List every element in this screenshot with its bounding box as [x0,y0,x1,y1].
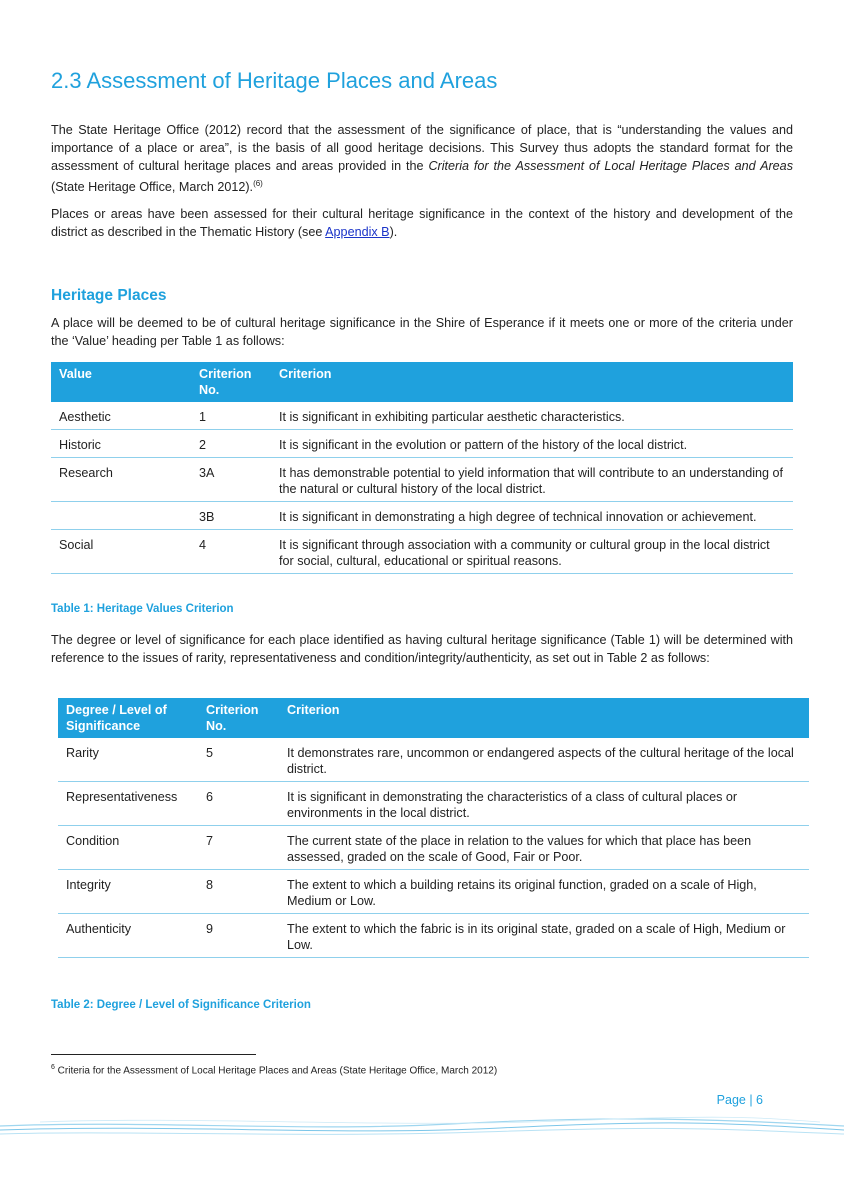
intro-text-2: Places or areas have been assessed for their cultural heritage significance in the context of the history and development of the district as described in the Thematic History (see [51,207,793,239]
significance-paragraph: The degree or level of significance for each place identified as having cultural heritage significance (Table 1) will be determined with reference to the issues of rarity, representativeness and condition/integrity/authenticity, as set out in Table 2 as follows: [51,633,793,665]
table-cell: It is significant in demonstrating a high degree of technical innovation or achievement. [271,502,793,530]
table-cell: Condition [58,826,198,870]
column-header: Criterion No. [198,698,279,738]
intro-text-end: (State Heritage Office, March 2012). [51,180,254,195]
decorative-wave-lines [0,1112,844,1142]
column-header: Value [51,362,191,402]
intro-text-2-end: ). [389,225,398,239]
table-cell: Representativeness [58,782,198,826]
table-cell: Authenticity [58,914,198,958]
table-cell: 6 [198,782,279,826]
table-cell: The current state of the place in relation to the values for which that place has been assessed, graded on the scale of Good, Fair or Poor. [279,826,809,870]
table-cell: 7 [198,826,279,870]
table-cell: 8 [198,870,279,914]
table2-caption: Table 2: Degree / Level of Significance Criterion [51,999,311,1011]
table-cell: The extent to which the fabric is in its original state, graded on a scale of High, Medium or Low. [279,914,809,958]
footnote-divider [51,1054,256,1055]
column-header: Degree / Level of Significance [58,698,198,738]
table-cell: It is significant through association with a community or cultural group in the local district for social, cultural, educational or spiritual reasons. [271,530,793,574]
footnote-marker: 6 [51,1064,55,1071]
table-header-row [51,362,793,402]
table-cell: It is significant in exhibiting particular aesthetic characteristics. [271,402,793,430]
table-cell: Rarity [58,738,198,782]
table-row [58,738,809,782]
heritage-places-heading: Heritage Places [51,287,167,304]
intro-paragraph-2 [51,205,793,241]
page-number: Page | 6 [716,1093,763,1107]
column-header: Criterion [271,362,793,402]
table1-caption: Table 1: Heritage Values Criterion [51,603,234,615]
table-cell: 5 [198,738,279,782]
intro-paragraph-1 [51,121,793,196]
table-cell: It is significant in demonstrating the characteristics of a class of cultural places or environments in the local district. [279,782,809,826]
table-row [58,870,809,914]
table-cell [51,502,191,530]
significance-table [58,698,809,958]
intro-text: The State Heritage Office (2012) record that the assessment of the significance of place, that is “understanding the values and importance of a place or area”, is the basis of all good heritage decisions. This Survey thus adopts the standard format for the assessment of cultural heritage places and areas provided in the [51,123,793,173]
table-row [51,502,793,530]
table-row [58,782,809,826]
table-cell: It has demonstrable potential to yield information that will contribute to an understanding of the natural or cultural history of the local district. [271,458,793,502]
table-cell: Integrity [58,870,198,914]
table-row [51,530,793,574]
column-header: Criterion [279,698,809,738]
heritage-values-table [51,362,793,574]
table-row [58,826,809,870]
table-cell: Historic [51,430,191,458]
criteria-title-italic: Criteria for the Assessment of Local Heritage Places and Areas [428,159,793,173]
table-cell: 2 [191,430,271,458]
table-cell: 1 [191,402,271,430]
table-cell: 9 [198,914,279,958]
table-cell: It is significant in the evolution or pattern of the history of the local district. [271,430,793,458]
table-cell: 3B [191,502,271,530]
table-cell: Social [51,530,191,574]
table-header-row [58,698,809,738]
table-cell: Research [51,458,191,502]
appendix-b-link[interactable]: Appendix B [325,225,390,239]
table-cell: 3A [191,458,271,502]
column-header: Criterion No. [191,362,271,402]
table-row [51,402,793,430]
footnote-ref: (6) [253,179,263,188]
table-row [51,430,793,458]
table-cell: Aesthetic [51,402,191,430]
table-cell: It demonstrates rare, uncommon or endangered aspects of the cultural heritage of the local district. [279,738,809,782]
table-cell: The extent to which a building retains its original function, graded on a scale of High, Medium or Low. [279,870,809,914]
table-cell: 4 [191,530,271,574]
footnote-text: Criteria for the Assessment of Local Heritage Places and Areas (State Heritage Office, March 2012) [54,1065,498,1077]
section-heading: 2.3 Assessment of Heritage Places and Areas [51,68,498,93]
table-row [51,458,793,502]
table-row [58,914,809,958]
footnote [51,1064,497,1076]
heritage-places-paragraph: A place will be deemed to be of cultural heritage significance in the Shire of Esperance if it meets one or more of the criteria under the ‘Value’ heading per Table 1 as follows: [51,316,793,348]
